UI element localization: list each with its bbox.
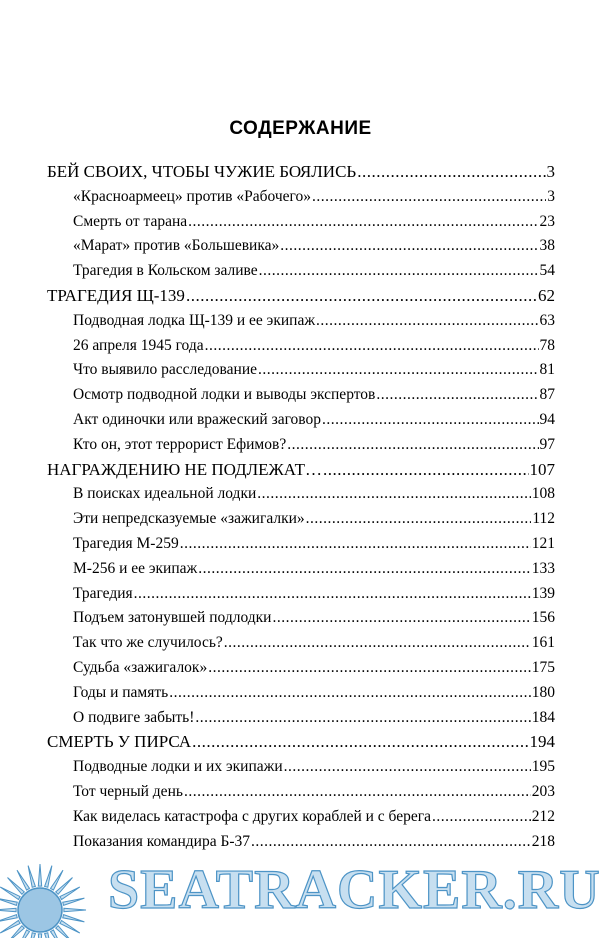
toc-chapter-entry (0, 160, 555, 185)
toc-dot-leader (259, 259, 539, 284)
toc-entry-title: Трагедия в Кольском заливе (73, 262, 258, 280)
toc-section-entry (0, 656, 555, 681)
toc-page-number: 139 (531, 584, 555, 602)
toc-entry-title: О подвиге забыть! (73, 708, 195, 726)
toc-entry-title: НАГРАЖДЕНИЮ НЕ ПОДЛЕЖАТ… (47, 459, 322, 479)
toc-page-number: 23 (539, 212, 555, 230)
toc-entry-title: Кто он, этот террорист Ефимов? (73, 435, 287, 453)
sun-ray (64, 908, 86, 911)
toc-page-number: 212 (531, 807, 555, 825)
sun-ray (28, 933, 35, 938)
toc-dot-leader (316, 309, 538, 334)
toc-section-entry (0, 606, 555, 631)
toc-entry-title: СМЕРТЬ У ПИРСА (47, 732, 192, 752)
toc-section-entry (0, 482, 555, 507)
toc-dot-leader (195, 706, 530, 731)
toc-dot-leader (284, 755, 531, 780)
toc-entry-title: Судьба «зажигалок» (73, 658, 208, 676)
toc-page-number: 156 (531, 609, 555, 627)
sun-ray (38, 934, 41, 938)
toc-entry-title: Трагедия М-259 (73, 534, 179, 552)
toc-dot-leader (323, 458, 529, 483)
toc-entry-title: Акт одиночки или вражеский заговор (73, 410, 322, 428)
toc-entry-title: Смерть от тарана (73, 212, 188, 230)
toc-dot-leader (280, 234, 538, 259)
toc-page-number: 184 (531, 708, 555, 726)
toc-section-entry (0, 582, 555, 607)
sun-ray (0, 898, 17, 905)
toc-section-entry (0, 383, 555, 408)
toc-section-entry (0, 210, 555, 235)
toc-dot-leader (180, 532, 531, 557)
page-title: СОДЕРЖАНИЕ (229, 118, 372, 139)
toc-entry-title: Осмотр подводной лодки и выводы экспертов (73, 386, 376, 404)
toc-page-number: 81 (539, 361, 555, 379)
toc-entry-title: БЕЙ СВОИХ, ЧТОБЫ ЧУЖИЕ БОЯЛИСЬ (47, 162, 357, 181)
sun-ray (45, 866, 52, 888)
toc-section-entry (0, 706, 555, 731)
sun-ray (45, 933, 52, 938)
toc-section-entry (0, 358, 555, 383)
toc-dot-leader (184, 780, 531, 805)
toc-dot-leader (306, 507, 532, 532)
watermark-text: SEATRACKER.RU (108, 859, 601, 921)
toc-page-number: 121 (531, 534, 555, 552)
toc-dot-leader (169, 681, 531, 706)
toc-page-number: 38 (539, 237, 555, 255)
sun-ray (0, 908, 16, 911)
toc-entry-title: Годы и память (73, 683, 169, 701)
toc-dot-leader (357, 160, 545, 185)
toc-dot-leader (272, 606, 530, 631)
toc-section-entry (0, 185, 555, 210)
toc-page-number: 62 (538, 285, 555, 305)
toc-page-number: 203 (531, 782, 555, 800)
toc-entry-title: Подводные лодки и их экипажи (73, 758, 283, 776)
table-of-contents (0, 160, 601, 854)
toc-page-number: 3 (547, 187, 555, 205)
toc-dot-leader (258, 358, 538, 383)
toc-entry-title: ТРАГЕДИЯ Щ-139 (47, 285, 185, 305)
toc-dot-leader (224, 631, 531, 656)
sun-ray (28, 866, 35, 888)
toc-section-entry (0, 259, 555, 284)
toc-entry-title: Показания командира Б-37 (73, 832, 251, 850)
toc-page-number: 133 (531, 559, 555, 577)
toc-section-entry (0, 408, 555, 433)
toc-section-entry (0, 755, 555, 780)
toc-entry-title: Как виделась катастрофа с других кораблей и с берега (73, 807, 431, 825)
toc-entry-title: Эти непредсказуемые «зажигалки» (73, 510, 305, 528)
toc-dot-leader (198, 557, 531, 582)
toc-page-number: 112 (532, 510, 555, 528)
toc-entry-title: «Красноармеец» против «Рабочего» (73, 187, 312, 205)
toc-dot-leader (312, 185, 546, 210)
toc-section-entry (0, 557, 555, 582)
toc-dot-leader (208, 656, 531, 681)
toc-entry-title: Тот черный день (73, 782, 183, 800)
toc-page-number: 63 (539, 311, 555, 329)
sun-ray (63, 915, 85, 922)
toc-entry-title: Что выявило расследование (73, 361, 258, 379)
toc-dot-leader (205, 334, 539, 359)
toc-dot-leader (134, 582, 531, 607)
toc-page-number: 180 (531, 683, 555, 701)
toc-section-entry (0, 334, 555, 359)
toc-entry-title: М-256 и ее экипаж (73, 559, 198, 577)
toc-section-entry (0, 681, 555, 706)
toc-page-number: 194 (529, 732, 555, 752)
sun-ray (63, 898, 85, 905)
toc-dot-leader (287, 433, 538, 458)
toc-entry-title: Подводная лодка Щ-139 и ее экипаж (73, 311, 316, 329)
toc-section-entry (0, 234, 555, 259)
toc-section-entry (0, 780, 555, 805)
toc-page-number: 175 (531, 658, 555, 676)
toc-section-entry (0, 507, 555, 532)
toc-section-entry (0, 433, 555, 458)
toc-dot-leader (432, 805, 531, 830)
toc-page-number: 218 (531, 832, 555, 850)
toc-entry-title: Подъем затонувшей подлодки (73, 609, 272, 627)
sun-ray (0, 915, 17, 922)
sun-ray (38, 864, 41, 886)
toc-page-number: 3 (546, 162, 555, 181)
toc-page-number: 97 (539, 435, 555, 453)
toc-dot-leader (186, 284, 537, 309)
toc-page-number: 107 (529, 459, 555, 479)
toc-dot-leader (192, 730, 528, 755)
toc-page-number: 78 (539, 336, 555, 354)
toc-section-entry (0, 532, 555, 557)
toc-page-number: 54 (539, 262, 555, 280)
toc-page-number: 161 (531, 634, 555, 652)
toc-page-number: 108 (531, 485, 555, 503)
toc-entry-title: Трагедия (73, 584, 133, 602)
toc-section-entry (0, 805, 555, 830)
toc-chapter-entry (0, 284, 555, 309)
toc-page-number: 94 (539, 410, 555, 428)
toc-dot-leader (188, 210, 538, 235)
toc-page-number: 195 (531, 758, 555, 776)
toc-dot-leader (322, 408, 538, 433)
toc-entry-title: В поисках идеальной лодки (73, 485, 257, 503)
toc-entry-title: «Марат» против «Большевика» (73, 237, 280, 255)
toc-chapter-entry (0, 458, 555, 483)
toc-section-entry (0, 631, 555, 656)
toc-dot-leader (376, 383, 538, 408)
toc-dot-leader (257, 482, 530, 507)
toc-page-number: 87 (539, 386, 555, 404)
toc-entry-title: 26 апреля 1945 года (73, 336, 204, 354)
toc-section-entry (0, 309, 555, 334)
toc-entry-title: Так что же случилось? (73, 634, 223, 652)
toc-chapter-entry (0, 730, 555, 755)
